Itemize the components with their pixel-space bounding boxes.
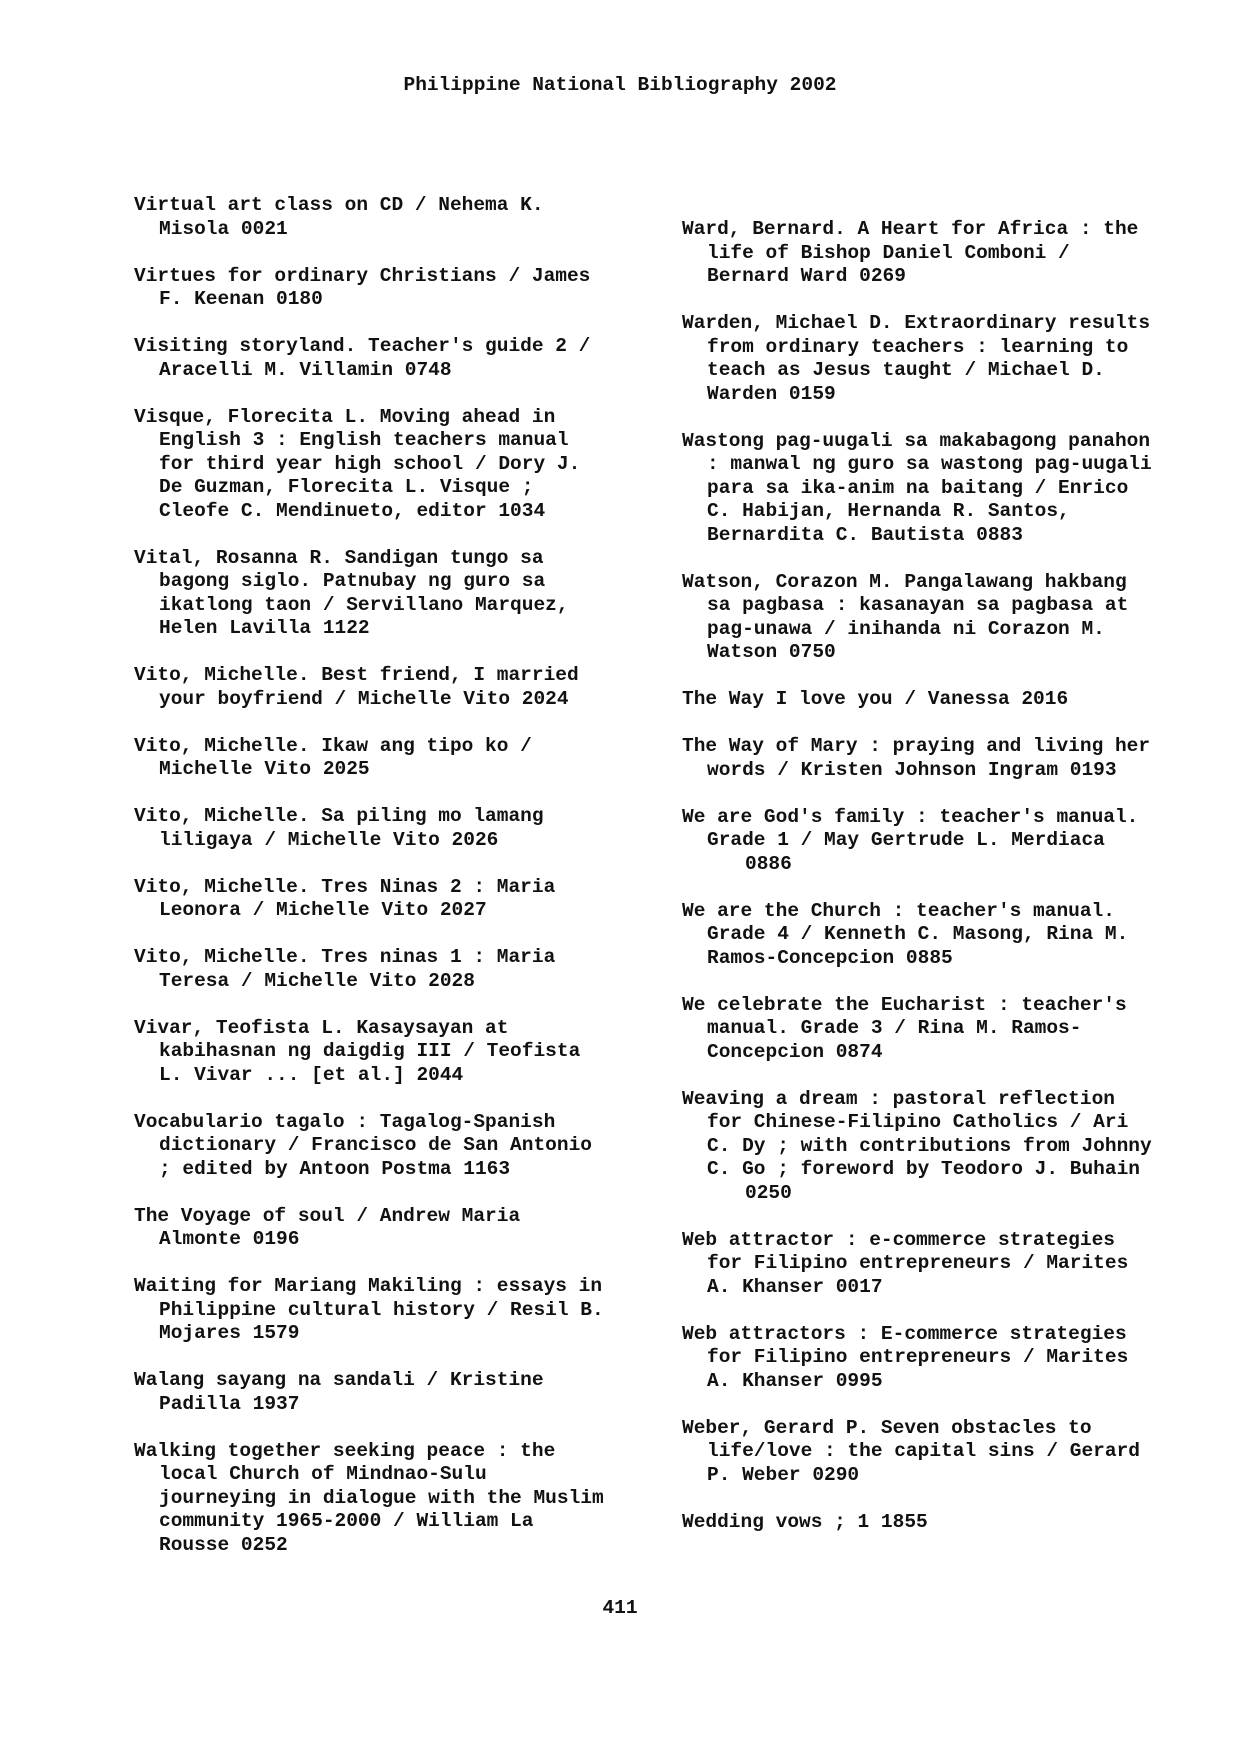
entry-line: Mojares 1579 <box>159 1322 300 1344</box>
entry-line: Leonora / Michelle Vito 2027 <box>159 899 487 921</box>
entry-line: words / Kristen Johnson Ingram 0193 <box>707 758 1117 781</box>
entry-line: Aracelli M. Villamin 0748 <box>159 358 452 381</box>
entry-line: kabihasnan ng daigdig III / Teofista <box>159 1040 581 1062</box>
entry-line: De Guzman, Florecita L. Visque ; <box>159 476 534 498</box>
entry-line: life of Bishop Daniel Comboni / <box>707 241 1070 264</box>
entry-line: Bernardita C. Bautista 0883 <box>707 523 1023 546</box>
entry-line: Grade 4 / Kenneth C. Masong, Rina M. <box>707 923 1129 945</box>
bibliography-entry <box>134 547 654 641</box>
entry-line: Warden, Michael D. Extraordinary results <box>682 312 1151 334</box>
bibliography-entry <box>682 1229 1202 1300</box>
entry-line: liligaya / Michelle Vito 2026 <box>159 828 499 851</box>
page-number: 411 <box>602 1597 638 1619</box>
bibliography-entry <box>134 335 654 382</box>
page-header: Philippine National Bibliography 2002 <box>403 74 837 96</box>
entry-line: your boyfriend / Michelle Vito 2024 <box>159 687 569 710</box>
bibliography-entry <box>682 806 1202 877</box>
entry-line: A. Khanser 0995 <box>707 1369 883 1392</box>
entry-line: We celebrate the Eucharist : teacher's <box>682 993 1127 1016</box>
bibliography-entry <box>682 430 1202 548</box>
bibliography-entry <box>134 1205 654 1252</box>
entry-line: Misola 0021 <box>159 217 288 240</box>
entry-line: We are God's family : teacher's manual. <box>682 805 1139 828</box>
entry-line: L. Vivar ... [et al.] 2044 <box>159 1063 464 1086</box>
entry-line: Watson 0750 <box>707 641 836 663</box>
entry-line: ; edited by Antoon Postma 1163 <box>159 1157 511 1180</box>
entry-line: 0886 <box>745 852 792 875</box>
entry-line: ikatlong taon / Servillano Marquez, <box>159 593 569 616</box>
bibliography-entry <box>682 1323 1202 1394</box>
entry-line: para sa ika-anim na baitang / Enrico <box>707 476 1129 499</box>
entry-line: for Filipino entrepreneurs / Marites <box>707 1252 1129 1274</box>
entry-line: Vito, Michelle. Tres Ninas 2 : Maria <box>134 875 556 898</box>
bibliography-entry <box>134 194 654 241</box>
entry-line: manual. Grade 3 / Rina M. Ramos- <box>707 1017 1082 1039</box>
bibliography-entry <box>682 1417 1202 1488</box>
entry-line: Weber, Gerard P. Seven obstacles to <box>682 1416 1092 1439</box>
entry-line: We are the Church : teacher's manual. <box>682 899 1115 922</box>
bibliography-entry <box>134 265 654 312</box>
entry-line: Watson, Corazon M. Pangalawang hakbang <box>682 570 1127 593</box>
entry-line: Vito, Michelle. Sa piling mo lamang <box>134 805 544 827</box>
entry-line: Warden 0159 <box>707 382 836 405</box>
entry-line: Vito, Michelle. Best friend, I married <box>134 664 579 686</box>
entry-line: Waiting for Mariang Makiling : essays in <box>134 1275 603 1297</box>
entry-line: from ordinary teachers : learning to <box>707 335 1129 358</box>
bibliography-entry <box>134 805 654 852</box>
entry-line: local Church of Mindnao-Sulu <box>159 1463 487 1485</box>
entry-line: Helen Lavilla 1122 <box>159 617 370 639</box>
bibliography-entry <box>682 994 1202 1065</box>
bibliography-entry <box>134 1111 654 1182</box>
bibliography-entry <box>134 946 654 993</box>
entry-line: C. Habijan, Hernanda R. Santos, <box>707 500 1070 522</box>
entry-line: Teresa / Michelle Vito 2028 <box>159 969 475 992</box>
entry-line: Walking together seeking peace : the <box>134 1439 556 1462</box>
bibliography-entry <box>682 312 1202 406</box>
entry-line: English 3 : English teachers manual <box>159 429 569 451</box>
entry-line: Vito, Michelle. Ikaw ang tipo ko / <box>134 734 532 757</box>
entry-line: 0250 <box>745 1181 792 1204</box>
entry-line: P. Weber 0290 <box>707 1463 860 1486</box>
entry-line: pag-unawa / inihanda ni Corazon M. <box>707 617 1105 640</box>
entry-line: Ward, Bernard. A Heart for Africa : the <box>682 218 1139 240</box>
entry-line: journeying in dialogue with the Muslim <box>159 1486 604 1509</box>
entry-line: Vital, Rosanna R. Sandigan tungo sa <box>134 546 544 569</box>
entry-line: Visiting storyland. Teacher's guide 2 / <box>134 335 591 357</box>
entry-line: C. Dy ; with contributions from Johnny <box>707 1134 1152 1157</box>
bibliography-entry <box>134 1440 654 1558</box>
bibliography-entry <box>134 735 654 782</box>
entry-line: Vocabulario tagalo : Tagalog-Spanish <box>134 1110 556 1133</box>
entry-line: Grade 1 / May Gertrude L. Merdiaca <box>707 829 1105 851</box>
bibliography-entry <box>682 1088 1202 1206</box>
entry-line: Rousse 0252 <box>159 1533 288 1556</box>
bibliography-entry <box>134 876 654 923</box>
entry-line: : manwal ng guro sa wastong pag-uugali <box>707 453 1152 475</box>
bibliography-entry <box>682 900 1202 971</box>
bibliography-entry <box>682 688 1202 712</box>
entry-line: Padilla 1937 <box>159 1392 300 1415</box>
bibliography-entry <box>682 735 1202 782</box>
bibliography-entry <box>134 1369 654 1416</box>
entry-line: Virtues for ordinary Christians / James <box>134 264 591 287</box>
entry-line: A. Khanser 0017 <box>707 1275 883 1298</box>
bibliography-entry <box>682 1511 1202 1535</box>
entry-line: teach as Jesus taught / Michael D. <box>707 359 1105 381</box>
entry-line: for Chinese-Filipino Catholics / Ari <box>707 1111 1129 1133</box>
entry-line: Weaving a dream : pastoral reflection <box>682 1087 1115 1110</box>
entry-line: Almonte 0196 <box>159 1228 300 1250</box>
entry-line: Michelle Vito 2025 <box>159 758 370 780</box>
bibliography-entry <box>134 1275 654 1346</box>
entry-line: dictionary / Francisco de San Antonio <box>159 1134 592 1156</box>
entry-line: Vivar, Teofista L. Kasaysayan at <box>134 1016 509 1039</box>
entry-line: Cleofe C. Mendinueto, editor 1034 <box>159 499 546 522</box>
entry-line: C. Go ; foreword by Teodoro J. Buhain <box>707 1158 1140 1180</box>
entry-line: Virtual art class on CD / Nehema K. <box>134 194 544 216</box>
bibliography-entry <box>134 406 654 524</box>
entry-line: F. Keenan 0180 <box>159 288 323 310</box>
entry-line: Web attractors : E-commerce strategies <box>682 1322 1127 1345</box>
entry-line: for Filipino entrepreneurs / Marites <box>707 1346 1129 1368</box>
bibliography-entry <box>134 1017 654 1088</box>
bibliography-column-left <box>134 194 654 1581</box>
entry-line: Wedding vows ; 1 1855 <box>682 1510 928 1533</box>
entry-line: Bernard Ward 0269 <box>707 265 906 287</box>
bibliography-entry <box>682 571 1202 665</box>
entry-line: life/love : the capital sins / Gerard <box>707 1440 1140 1462</box>
entry-line: community 1965-2000 / William La <box>159 1510 534 1532</box>
bibliography-entry <box>134 664 654 711</box>
entry-line: Wastong pag-uugali sa makabagong panahon <box>682 429 1151 452</box>
entry-line: The Way I love you / Vanessa 2016 <box>682 688 1069 710</box>
entry-line: Web attractor : e-commerce strategies <box>682 1228 1115 1251</box>
entry-line: Walang sayang na sandali / Kristine <box>134 1369 544 1391</box>
entry-line: for third year high school / Dory J. <box>159 452 581 475</box>
entry-line: The Voyage of soul / Andrew Maria <box>134 1204 521 1227</box>
entry-line: sa pagbasa : kasanayan sa pagbasa at <box>707 594 1129 616</box>
entry-line: Vito, Michelle. Tres ninas 1 : Maria <box>134 946 556 968</box>
entry-line: bagong siglo. Patnubay ng guro sa <box>159 570 546 592</box>
entry-line: Visque, Florecita L. Moving ahead in <box>134 405 556 428</box>
bibliography-entry <box>682 218 1202 289</box>
entry-line: Philippine cultural history / Resil B. <box>159 1298 604 1321</box>
entry-line: The Way of Mary : praying and living her <box>682 735 1151 757</box>
entry-line: Ramos-Concepcion 0885 <box>707 946 953 969</box>
bibliography-column-right <box>682 218 1202 1558</box>
entry-line: Concepcion 0874 <box>707 1040 883 1063</box>
